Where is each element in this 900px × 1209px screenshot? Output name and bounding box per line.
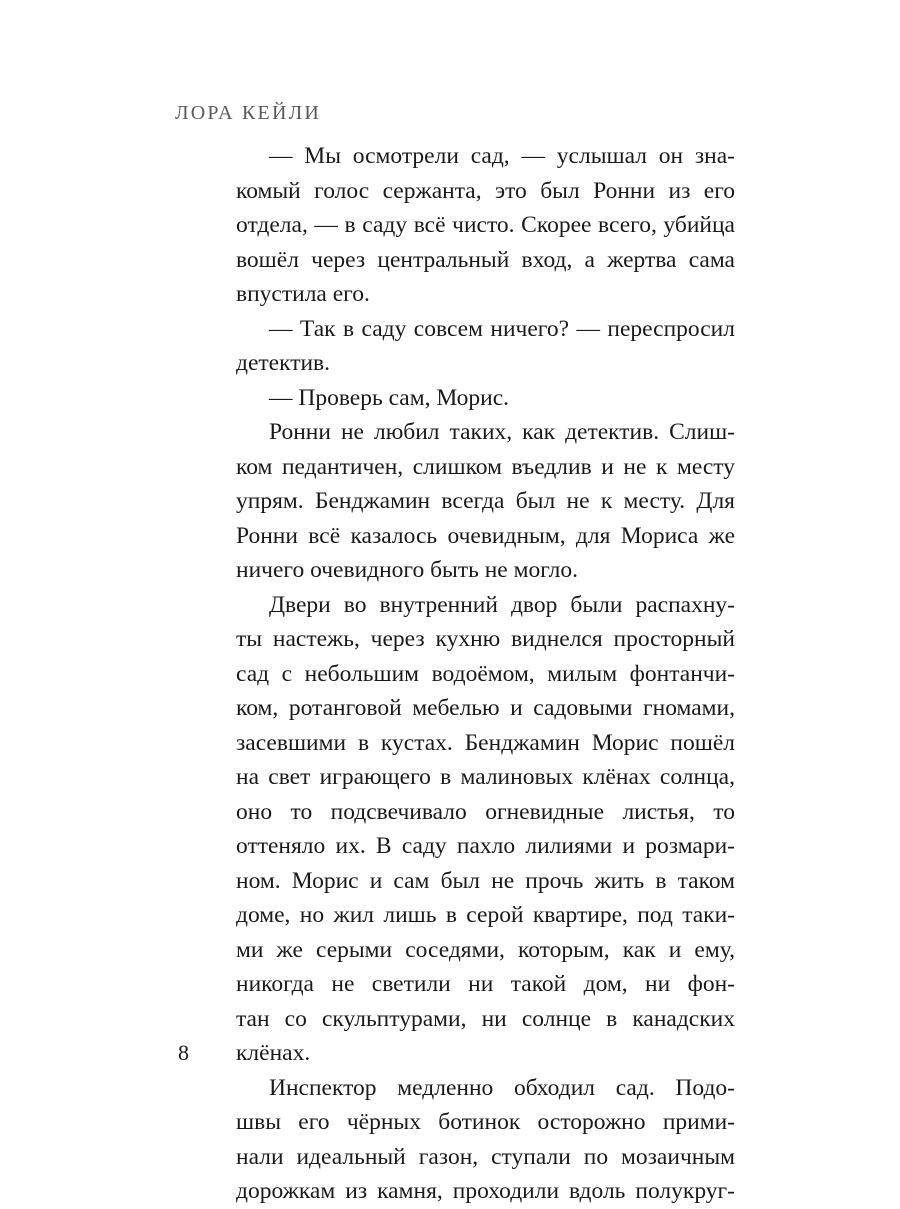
text-line: — Так в саду совсем ничего? — переспросил: [269, 315, 735, 342]
text-line: ком педантичен, слишком въедлив и не к месту: [236, 453, 735, 480]
text-line: ном. Морис и сам был не прочь жить в таком: [236, 867, 735, 894]
text-line: оттеняло их. В саду пахло лилиями и розмари-: [236, 833, 735, 859]
text-line: дорожкам из камня, проходили вдоль полукруг-: [236, 1178, 735, 1204]
text-line: нали идеальный газон, ступали по мозаичным: [236, 1143, 735, 1170]
text-line: тан со скульптурами, ни солнце в канадских: [236, 1005, 735, 1032]
text-line: клёнах.: [236, 1040, 311, 1066]
text-line: ничего очевидного быть не могло.: [236, 557, 579, 583]
text-line: впустила его.: [236, 281, 370, 307]
text-line: Инспектор медленно обходил сад. Подо-: [269, 1074, 735, 1101]
text-line: оно то подсвечивало огневидные листья, то: [236, 798, 735, 825]
text-line: — Мы осмотрели сад, — услышал он зна-: [269, 143, 735, 169]
text-line: засевшими в кустах. Бенджамин Морис пошёл: [236, 729, 735, 756]
body-text: [236, 139, 735, 1209]
text-line: на свет играющего в малиновых клёнах солнца,: [236, 764, 735, 790]
text-line: — Проверь сам, Морис.: [269, 384, 510, 411]
text-line: никогда не светили ни такой дом, ни фон-: [236, 971, 735, 997]
text-line: ми же серыми соседями, которым, как и ему,: [236, 936, 735, 963]
page-number: 8: [178, 1040, 189, 1065]
text-line: ком, ротанговой мебелью и садовыми гномами,: [236, 695, 735, 721]
text-line: Ронни не любил таких, как детектив. Слиш-: [269, 419, 735, 445]
text-line: доме, но жил лишь в серой квартире, под таки-: [236, 902, 735, 928]
text-line: вошёл через центральный вход, а жертва сама: [236, 246, 735, 273]
text-line: комый голос сержанта, это был Ронни из его: [236, 177, 735, 204]
text-line: детектив.: [236, 350, 331, 376]
text-line: сад с небольшим водоёмом, милым фонтанчи-: [236, 660, 735, 687]
text-line: ты настежь, через кухню виднелся просторный: [236, 626, 735, 652]
text-line: упрям. Бенджамин всегда был не к месту. Для: [236, 488, 735, 514]
text-line: швы его чёрных ботинок осторожно прими-: [236, 1109, 735, 1135]
text-line: Ронни всё казалось очевидным, для Мориса же: [236, 522, 735, 549]
text-line: отдела, — в саду всё чисто. Скорее всего, убийца: [236, 212, 735, 238]
text-line: Двери во внутренний двор были распахну-: [269, 591, 735, 618]
running-head: ЛОРА КЕЙЛИ: [175, 102, 322, 124]
